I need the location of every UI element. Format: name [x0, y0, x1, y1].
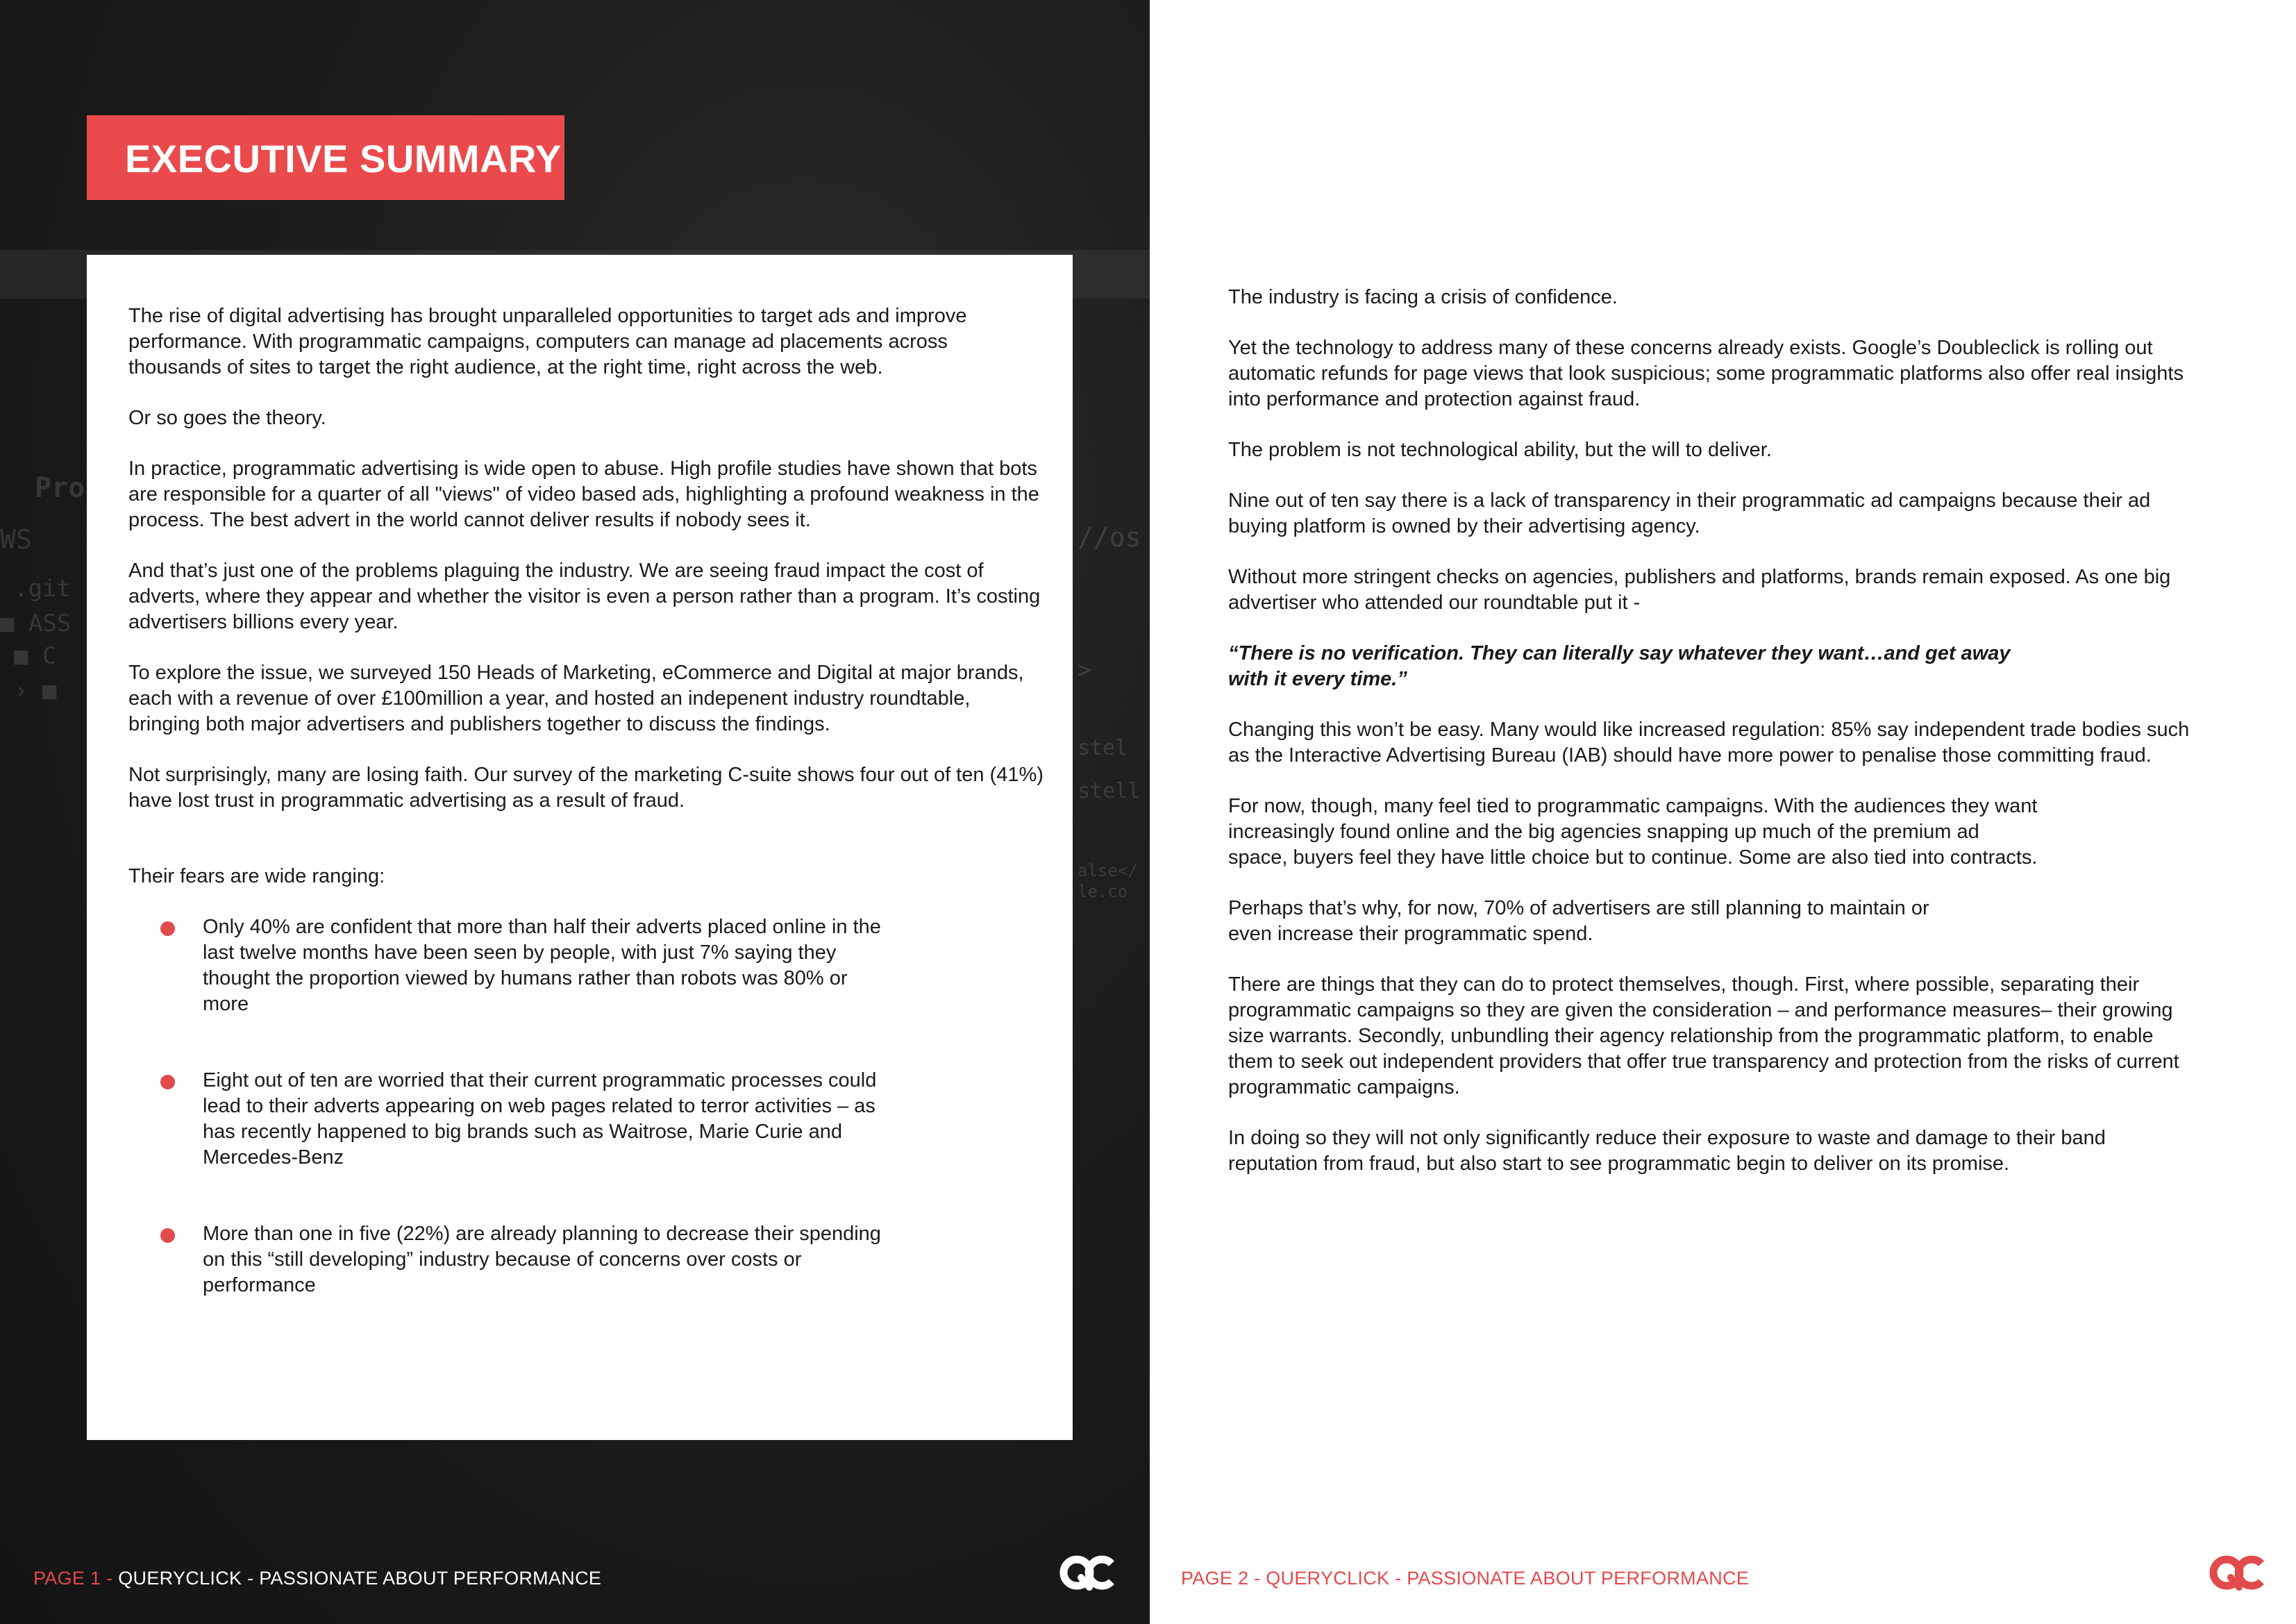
tied-paragraph: For now, though, many feel tied to programmatic campaigns. With the audiences they want increasingly found online and the big agencies snapping up much of the premium ad space, buyers feel they have little choice but to continue. Some are also tied into contracts.: [1228, 795, 2038, 869]
red-dot-icon: [160, 1228, 175, 1243]
background-decoration: ■ C: [14, 642, 57, 670]
transparency-paragraph: Nine out of ten say there is a lack of transparency in their programmatic ad campaigns because their ad buying platform is owned by their advertising agency.: [1228, 489, 2151, 537]
queryclick-logo-icon: [2209, 1554, 2265, 1593]
trust-paragraph: Not surprisingly, many are losing faith. Our survey of the marketing C-suite shows four out of ten (41%) have lost trust in programmatic advertising as a result of fraud.: [128, 764, 1044, 812]
intro-paragraph: The rise of digital advertising has brought unparalleled opportunities to target ads and improve performance. With programmatic campaigns, computers can manage ad placements across thousands of sites to target the right audience, at the right time, right across the web.: [128, 305, 967, 378]
page-2-content: [1228, 285, 2193, 1202]
background-decoration: › ■: [14, 677, 57, 705]
background-decoration: alse</: [1078, 861, 1138, 880]
background-decoration: ■ ASS: [0, 610, 72, 637]
background-decoration: stell: [1078, 779, 1141, 803]
fears-list: [128, 914, 1045, 1298]
bullet-text: Only 40% are confident that more than half their adverts placed online in the last twelve months have been seen by people, with just 7% saying they thought the proportion viewed by humans rather than robots was 80% or more: [203, 916, 881, 1015]
regulation-paragraph: Changing this won’t be easy. Many would like increased regulation: 85% say independent trade bodies such as the Interactive Advertising Bureau (IAB) should have more power to penalise those committing fraud.: [1228, 719, 2190, 767]
advertiser-quote: “There is no verification. They can literally say whatever they want…and get away with it every time.”: [1228, 642, 2011, 690]
will-paragraph: The problem is not technological ability, but the will to deliver.: [1228, 439, 1772, 461]
bullet-text: Eight out of ten are worried that their current programmatic processes could lead to their adverts appearing on web pages related to terror activities – as has recently happened to big brands such as Waitrose, Marie Curie and Mercedes-Benz: [203, 1069, 877, 1169]
page-1-footer: [33, 1568, 601, 1589]
section-title-box: [87, 115, 564, 200]
footer-separator: -: [1248, 1568, 1266, 1589]
background-decoration: >: [1078, 656, 1092, 684]
technology-paragraph: Yet the technology to address many of these concerns already exists. Google’s Doubleclick is rolling out automatic refunds for page views that look suspicious; some programmatic platforms also offer real insights into performance and protection against fraud.: [1228, 337, 2184, 410]
fears-intro: Their fears are wide ranging:: [128, 865, 385, 887]
list-item: [128, 1221, 897, 1298]
footer-text: QUERYCLICK - PASSIONATE ABOUT PERFORMANCE: [118, 1568, 602, 1589]
background-decoration: Pro: [35, 472, 85, 504]
checks-paragraph: Without more stringent checks on agencies, publishers and platforms, brands remain exposed. As one big advertiser who attended our roundtable put it -: [1228, 566, 2171, 614]
queryclick-logo-icon: [1059, 1554, 1116, 1593]
fraud-paragraph: And that’s just one of the problems plaguing the industry. We are seeing fraud impact the cost of adverts, where they appear and whether the visitor is even a person rather than a program. It’s costing advertisers billions every year.: [128, 560, 1041, 633]
list-item: [128, 914, 897, 1017]
page-2: [1150, 0, 2296, 1624]
abuse-paragraph: In practice, programmatic advertising is wide open to abuse. High profile studies have shown that bots are responsible for a quarter of all "views" of video based ads, highlighting a profound weakness in the process. The best advert in the world cannot deliver results if nobody sees it.: [128, 458, 1039, 531]
page-number: PAGE 1: [33, 1568, 101, 1589]
crisis-paragraph: The industry is facing a crisis of confidence.: [1228, 286, 1618, 308]
background-decoration: le.co: [1078, 882, 1128, 901]
footer-separator: -: [101, 1568, 119, 1589]
summary-card: [87, 255, 1073, 1440]
page-number: PAGE 2: [1181, 1568, 1249, 1589]
survey-paragraph: To explore the issue, we surveyed 150 Heads of Marketing, eCommerce and Digital at major brands, each with a revenue of over £100million a year, and hosted an indepenent industry roundtable, bringing both major advertisers and publishers together to discuss the findings.: [128, 662, 1024, 735]
footer-text: QUERYCLICK - PASSIONATE ABOUT PERFORMANCE: [1266, 1568, 1750, 1589]
conclusion-paragraph: In doing so they will not only significantly reduce their exposure to waste and damage to their band reputation from fraud, but also start to see programmatic begin to deliver on its promise.: [1228, 1127, 2106, 1175]
theory-paragraph: Or so goes the theory.: [128, 407, 326, 429]
summary-content: [128, 303, 1045, 1349]
background-decoration: stel: [1078, 736, 1128, 760]
bullet-text: More than one in five (22%) are already planning to decrease their spending on this “still developing” industry because of concerns over costs or performance: [203, 1223, 881, 1296]
spend-paragraph: Perhaps that’s why, for now, 70% of advertisers are still planning to maintain or even increase their programmatic spend.: [1228, 897, 1929, 945]
section-title: EXECUTIVE SUMMARY: [125, 137, 562, 181]
background-decoration: WS: [0, 524, 32, 555]
page-2-footer: [1181, 1568, 1749, 1589]
list-item: [128, 1068, 897, 1171]
red-dot-icon: [160, 921, 175, 936]
protect-paragraph: There are things that they can do to protect themselves, though. First, where possible, separating their programmatic campaigns so they are given the consideration – and performance measures– their growing size warrants. Secondly, unbundling their agency relationship from the programmatic platform, to enable them to seek out independent providers that offer true transparency and protection from the risks of current programmatic campaigns.: [1228, 973, 2179, 1098]
red-dot-icon: [160, 1075, 175, 1089]
background-decoration: .git: [14, 575, 71, 603]
background-decoration: //os: [1078, 522, 1141, 553]
